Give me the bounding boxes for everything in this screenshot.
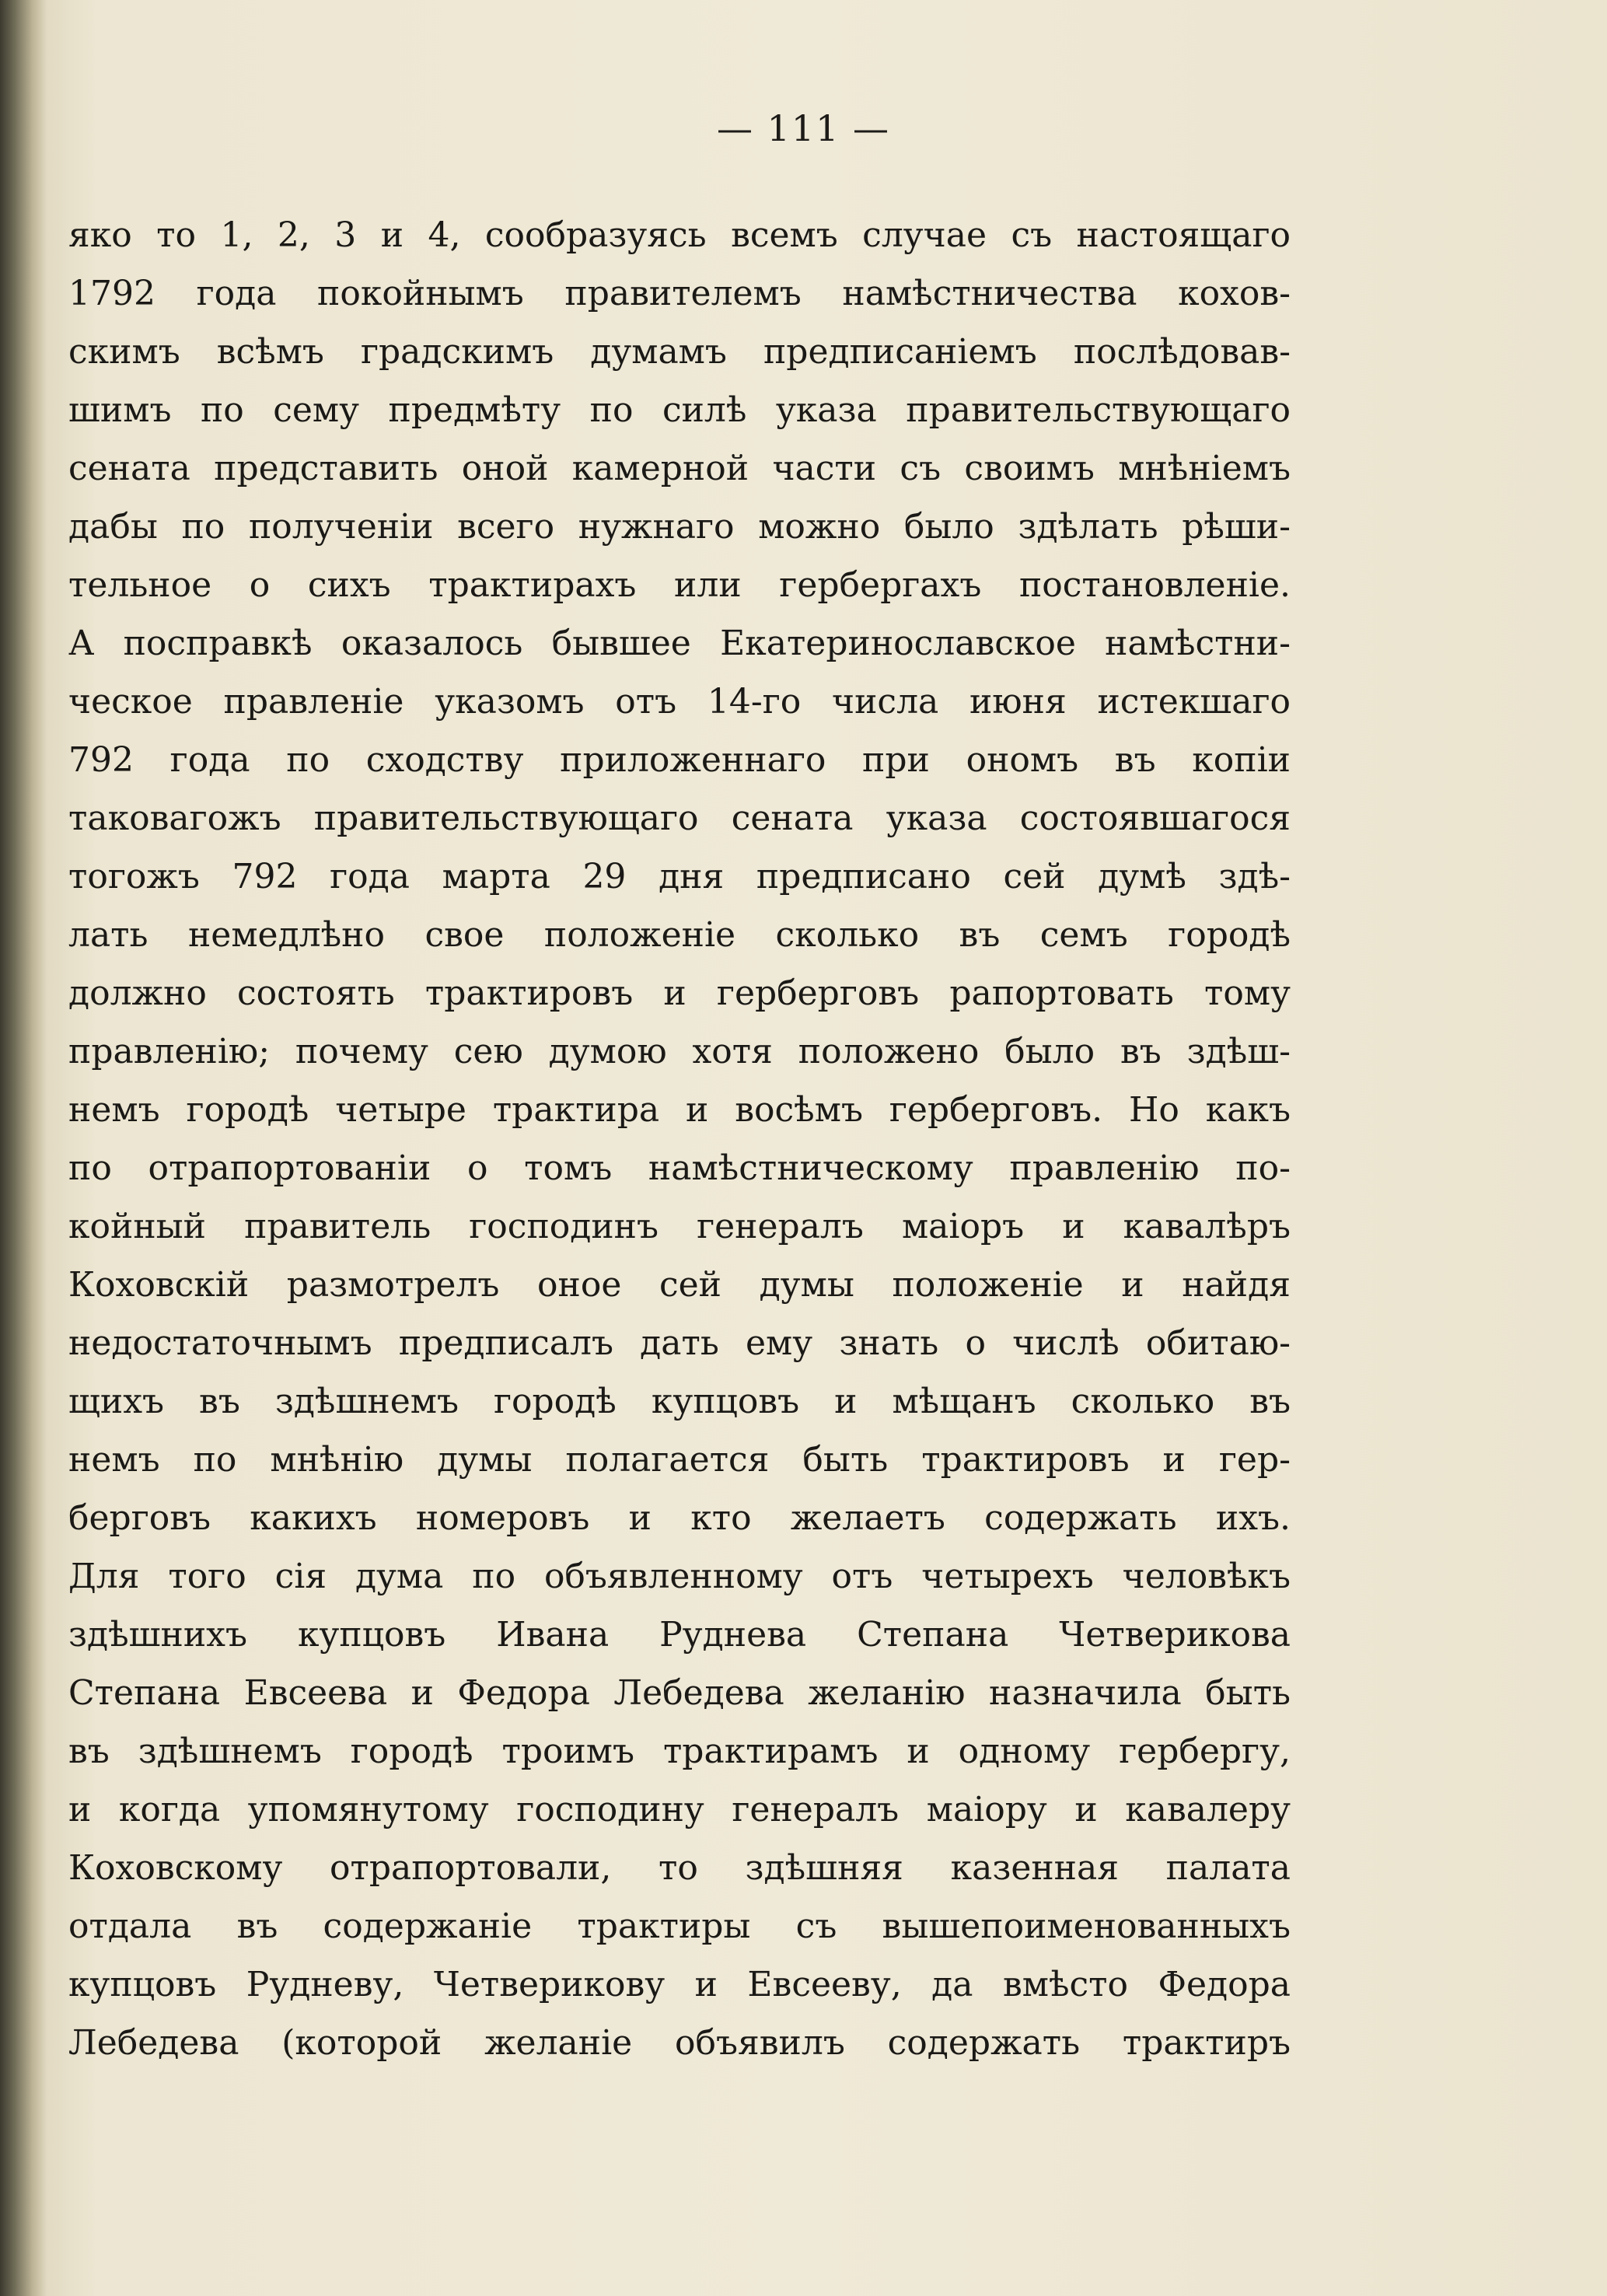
- text-line: и когда упомянутому господину генералъ маіору и кавалеру: [68, 1790, 1291, 1829]
- text-line: отдала въ содержаніе трактиры съ вышепоименованныхъ: [68, 1906, 1291, 1946]
- text-line: койный правитель господинъ генералъ маіоръ и кавалѣръ: [68, 1207, 1291, 1246]
- text-line: шимъ по сему предмѣту по силѣ указа правительствующаго: [68, 390, 1291, 430]
- text-line: тельное о сихъ трактирахъ или гербергахъ постановленіе.: [68, 565, 1291, 605]
- text-line: берговъ какихъ номеровъ и кто желаетъ содержать ихъ.: [68, 1498, 1291, 1538]
- binding-shadow: [0, 0, 47, 2296]
- text-line: 1792 года покойнымъ правителемъ намѣстничества кохов-: [68, 274, 1291, 313]
- text-line: здѣшнихъ купцовъ Ивана Руднева Степана Четверикова: [68, 1615, 1291, 1655]
- text-line: таковагожъ правительствующаго сената указа состоявшагося: [68, 799, 1291, 838]
- text-line: Степана Евсеева и Федора Лебедева желанію назначила быть: [68, 1673, 1291, 1713]
- text-line: Коховскій размотрелъ оное сей думы положеніе и найдя: [68, 1265, 1291, 1305]
- text-line: скимъ всѣмъ градскимъ думамъ предписаніемъ послѣдовав-: [68, 332, 1291, 372]
- text-line: немъ городѣ четыре трактира и восѣмъ герберговъ. Но какъ: [68, 1090, 1291, 1130]
- text-line: тогожъ 792 года марта 29 дня предписано сей думѣ здѣ-: [68, 857, 1291, 896]
- text-line: Лебедева (которой желаніе объявилъ содержать трактиръ: [68, 2023, 1291, 2063]
- text-line: 792 года по сходству приложеннаго при ономъ въ копіи: [68, 740, 1291, 780]
- body-text: [68, 206, 1291, 2072]
- page-number: — 111 —: [716, 107, 891, 149]
- text-line: недостаточнымъ предписалъ дать ему знать о числѣ обитаю-: [68, 1323, 1291, 1363]
- text-line: яко то 1, 2, 3 и 4, сообразуясь всемъ случае съ настоящаго: [68, 215, 1291, 255]
- text-line: правленію; почему сею думою хотя положено было въ здѣш-: [68, 1032, 1291, 1071]
- text-line: немъ по мнѣнію думы полагается быть трактировъ и гер-: [68, 1440, 1291, 1480]
- text-line: А посправкѣ оказалось бывшее Екатеринославское намѣстни-: [68, 624, 1291, 663]
- text-line: Для того сія дума по объявленному отъ четырехъ человѣкъ: [68, 1557, 1291, 1596]
- text-line: щихъ въ здѣшнемъ городѣ купцовъ и мѣщанъ сколько въ: [68, 1382, 1291, 1421]
- text-line: сената представить оной камерной части съ своимъ мнѣніемъ: [68, 449, 1291, 488]
- text-line: ческое правленіе указомъ отъ 14-го числа июня истекшаго: [68, 682, 1291, 722]
- text-line: по отрапортованіи о томъ намѣстническому правленію по-: [68, 1148, 1291, 1188]
- text-line: должно состоять трактировъ и герберговъ рапортовать тому: [68, 973, 1291, 1013]
- text-line: лать немедлѣно свое положеніе сколько въ семъ городѣ: [68, 915, 1291, 955]
- text-line: дабы по полученіи всего нужнаго можно было здѣлать рѣши-: [68, 507, 1291, 547]
- text-line: купцовъ Рудневу, Четверикову и Евсееву, да вмѣсто Федора: [68, 1965, 1291, 2004]
- text-line: Коховскому отрапортовали, то здѣшняя казенная палата: [68, 1848, 1291, 1888]
- text-line: въ здѣшнемъ городѣ троимъ трактирамъ и одному гербергу,: [68, 1732, 1291, 1771]
